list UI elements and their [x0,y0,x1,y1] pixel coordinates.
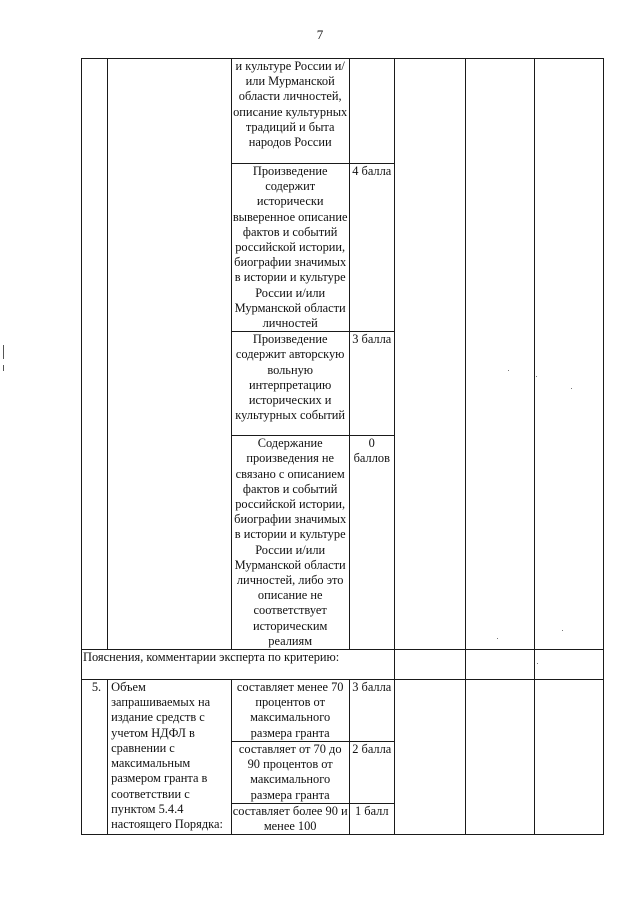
scan-edge-mark [3,365,4,371]
scan-speck [571,388,572,389]
score-description: составляет менее 70 процентов от максимального размера гранта [231,680,349,742]
expert-score-cell[interactable] [394,59,465,650]
score-description: Содержание произведения не связано с описанием фактов и событий российской истории, биографии значимых в истории и культуре России и/или Мурманской области личностей, либо это описание не соответствует историческим реалиям [231,436,349,650]
criterion-text-cell [108,59,231,650]
score-description: составляет более 90 и менее 100 [232,803,348,833]
expert-comment-cell[interactable] [394,650,465,680]
scan-speck [537,663,538,664]
expert-comment-label: Пояснения, комментарии эксперта по критерию: [82,650,395,680]
criteria-table [81,58,604,835]
score-value: 2 балла [349,741,394,803]
expert-score-cell[interactable] [465,680,534,835]
expert-comment-cell[interactable] [534,650,603,680]
score-description: и культуре России и/или Мурманской области личностей, описание культурных традиций и быта народов России [231,59,349,164]
criterion-text: Объем запрашиваемых на издание средств с учетом НДФЛ в сравнении с максимальным размером гранта в соответствии с пунктом 5.4.4 настоящего Порядка: [108,680,231,835]
score-description: составляет от 70 до 90 процентов от максимального размера гранта [231,741,349,803]
score-value: 3 балла [349,680,394,742]
expert-score-cell[interactable] [534,59,603,650]
score-value: 0 баллов [349,436,394,650]
score-description: Произведение содержит исторически выверенное описание фактов и событий российской истории, биографии значимых в истории и культуре России и/или Мурманской области личностей [232,164,348,331]
score-value: 3 балла [349,332,394,436]
score-value [349,59,394,164]
expert-score-cell[interactable] [394,680,465,835]
table-row [82,680,604,742]
score-value: 4 балла [349,164,394,332]
expert-score-cell[interactable] [465,59,534,650]
scan-speck [536,376,537,377]
scan-speck [508,370,509,371]
scan-speck [497,638,498,639]
expert-comment-cell[interactable] [465,650,534,680]
score-description: Произведение содержит авторскую вольную интерпретацию исторических и культурных событий [231,332,349,436]
scan-edge-mark [3,345,4,359]
expert-score-cell[interactable] [534,680,603,835]
scan-speck [562,630,563,631]
table-row [82,59,604,164]
page-number: 7 [316,27,324,42]
criterion-number-cell [82,59,108,650]
score-value: 1 балл [349,803,394,834]
criterion-number: 5. [82,680,108,835]
table-row [82,650,604,680]
